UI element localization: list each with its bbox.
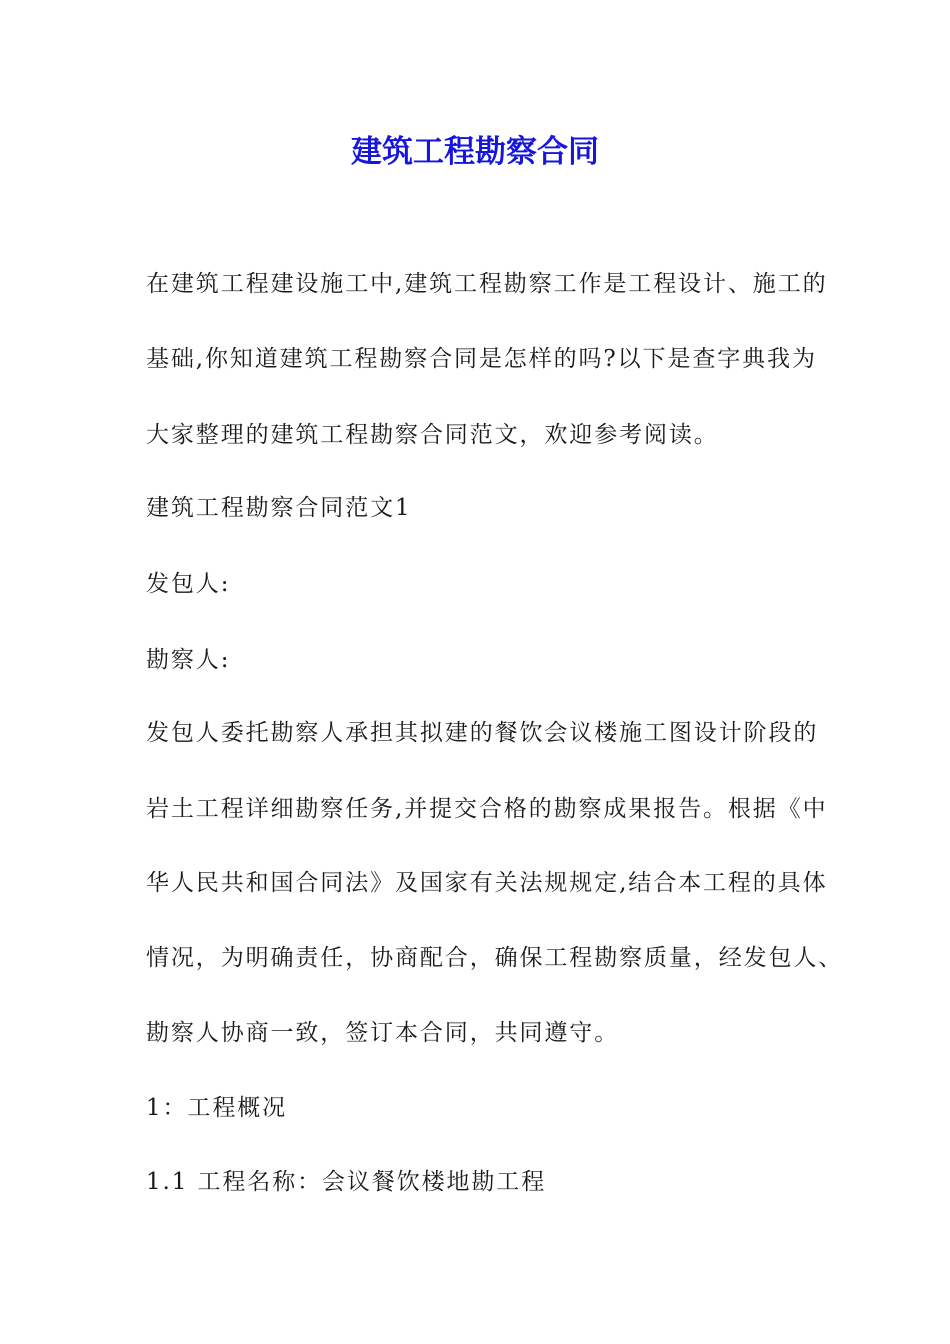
- body-line-5: 勘察人协商一致，签订本合同，共同遵守。: [146, 1020, 620, 1046]
- intro-line-1: 在建筑工程建设施工中,建筑工程勘察工作是工程设计、施工的: [146, 271, 828, 297]
- body-line-4: 情况，为明确责任，协商配合，确保工程勘察质量，经发包人、: [146, 945, 844, 971]
- party-employer-label: 发包人:: [146, 571, 231, 597]
- document-title: 建筑工程勘察合同: [351, 134, 599, 170]
- project-name-line: 1.1 工程名称：会议餐饮楼地勘工程: [146, 1169, 547, 1195]
- body-line-2: 岩土工程详细勘察任务,并提交合格的勘察成果报告。根据《中: [146, 796, 828, 822]
- section-heading-sample-1: 建筑工程勘察合同范文1: [146, 495, 412, 521]
- intro-line-3: 大家整理的建筑工程勘察合同范文，欢迎参考阅读。: [146, 422, 719, 448]
- party-surveyor-label: 勘察人:: [146, 647, 231, 673]
- body-line-3: 华人民共和国合同法》及国家有关法规规定,结合本工程的具体: [146, 870, 828, 896]
- body-line-1: 发包人委托勘察人承担其拟建的餐饮会议楼施工图设计阶段的: [146, 720, 819, 746]
- section-heading-project-overview: 1：工程概况: [146, 1095, 288, 1121]
- intro-line-2: 基础,你知道建筑工程勘察合同是怎样的吗?以下是查字典我为: [146, 346, 817, 372]
